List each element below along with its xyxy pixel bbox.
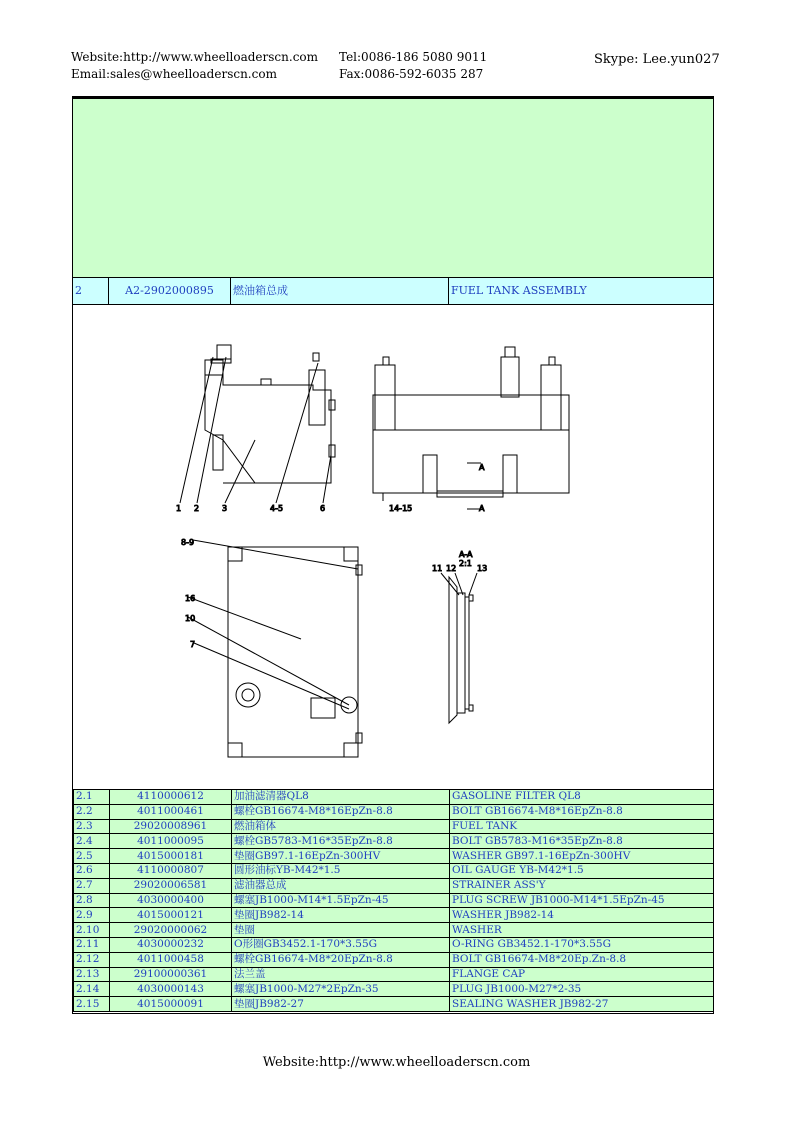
part-index: 2.4 [74, 834, 110, 849]
fuel-tank-drawing [73, 305, 713, 789]
part-name-cn: 滤油器总成 [232, 878, 450, 893]
side-view [180, 345, 335, 503]
part-number: 4030000400 [110, 893, 232, 908]
table-row [74, 952, 714, 967]
table-row [74, 908, 714, 923]
part-name-en: BOLT GB16674-M8*20Ep.Zn-8.8 [450, 952, 714, 967]
part-index: 2.13 [74, 967, 110, 982]
callout-11: 11 [432, 564, 443, 573]
part-name-cn: 法兰盖 [232, 967, 450, 982]
footer-website: Website:http://www.wheelloaderscn.com [262, 1055, 531, 1070]
part-name-cn: 垫圈JB982-14 [232, 908, 450, 923]
table-row [74, 819, 714, 834]
callout-1: 1 [176, 504, 182, 513]
part-name-cn: 螺塞JB1000-M14*1.5EpZn-45 [232, 893, 450, 908]
part-name-en: PLUG SCREW JB1000-M14*1.5EpZn-45 [450, 893, 714, 908]
part-number: 4011000461 [110, 804, 232, 819]
part-number: 29100000361 [110, 967, 232, 982]
header-email: Email:sales@wheelloaderscn.com [71, 67, 277, 81]
table-row [74, 834, 714, 849]
part-number: 4015000091 [110, 997, 232, 1012]
callout-2: 2 [194, 504, 200, 513]
part-index: 2.15 [74, 997, 110, 1012]
part-index: 2.6 [74, 863, 110, 878]
callout-13: 13 [477, 564, 488, 573]
callout-12: 12 [446, 564, 457, 573]
part-number: 4015000121 [110, 908, 232, 923]
table-row [74, 923, 714, 938]
part-name-en: PLUG JB1000-M27*2-35 [450, 982, 714, 997]
table-row [74, 937, 714, 952]
section-mark-a-top: A [479, 463, 485, 472]
part-index: 2.1 [74, 790, 110, 805]
parts-table [73, 789, 714, 1012]
table-row [74, 849, 714, 864]
part-name-cn: 垫圈JB982-27 [232, 997, 450, 1012]
part-number: 29020008961 [110, 819, 232, 834]
part-index: 2.7 [74, 878, 110, 893]
part-name-cn: 螺塞JB1000-M27*2EpZn-35 [232, 982, 450, 997]
part-name-cn: 燃油箱体 [232, 819, 450, 834]
callout-4-5: 4-5 [270, 504, 284, 513]
part-name-cn: 圆形油标YB-M42*1.5 [232, 863, 450, 878]
part-name-cn: 垫圈 [232, 923, 450, 938]
part-name-en: BOLT GB5783-M16*35EpZn-8.8 [450, 834, 714, 849]
section-a-a [441, 573, 477, 723]
part-name-cn: 螺栓GB16674-M8*16EpZn-8.8 [232, 804, 450, 819]
part-number: 4030000143 [110, 982, 232, 997]
part-number: 4030000232 [110, 937, 232, 952]
part-name-cn: 加油滤清器QL8 [232, 790, 450, 805]
table-row [74, 863, 714, 878]
part-number: 4011000095 [110, 834, 232, 849]
part-name-cn: 螺栓GB16674-M8*20EpZn-8.8 [232, 952, 450, 967]
table-row [74, 790, 714, 805]
table-row [74, 878, 714, 893]
part-index: 2.9 [74, 908, 110, 923]
part-name-cn: 垫圈GB97.1-16EpZn-300HV [232, 849, 450, 864]
part-index: 2.10 [74, 923, 110, 938]
top-view [188, 540, 362, 757]
part-number: 4110000807 [110, 863, 232, 878]
part-name-cn: 螺栓GB5783-M16*35EpZn-8.8 [232, 834, 450, 849]
part-index: 2.14 [74, 982, 110, 997]
part-number: 4015000181 [110, 849, 232, 864]
part-index: 2.11 [74, 937, 110, 952]
table-row [74, 997, 714, 1012]
table-row [74, 967, 714, 982]
header-website: Website:http://www.wheelloaderscn.com [71, 50, 319, 64]
part-index: 2.8 [74, 893, 110, 908]
part-name-en: OIL GAUGE YB-M42*1.5 [450, 863, 714, 878]
part-name-en: BOLT GB16674-M8*16EpZn-8.8 [450, 804, 714, 819]
part-name-en: SEALING WASHER JB982-27 [450, 997, 714, 1012]
part-name-en: WASHER [450, 923, 714, 938]
part-name-en: WASHER GB97.1-16EpZn-300HV [450, 849, 714, 864]
part-number: 4110000612 [110, 790, 232, 805]
part-number: 4011000458 [110, 952, 232, 967]
part-number: 29020000062 [110, 923, 232, 938]
part-index: 2.5 [74, 849, 110, 864]
callout-6: 6 [320, 504, 326, 513]
photo-placeholder [73, 97, 713, 277]
part-name-en: WASHER JB982-14 [450, 908, 714, 923]
part-name-en: O-RING GB3452.1-170*3.55G [450, 937, 714, 952]
section-mark-a-bottom: A [479, 504, 485, 513]
callout-14-15: 14-15 [389, 504, 413, 513]
table-row [74, 982, 714, 997]
part-index: 2.2 [74, 804, 110, 819]
table-row [74, 893, 714, 908]
part-name-en: GASOLINE FILTER QL8 [450, 790, 714, 805]
callout-7: 7 [190, 640, 196, 649]
table-row [74, 804, 714, 819]
part-index: 2.3 [74, 819, 110, 834]
assembly-part-no: A2-2902000895 [109, 278, 231, 304]
part-name-en: FUEL TANK [450, 819, 714, 834]
part-number: 29020006581 [110, 878, 232, 893]
callout-8-9: 8-9 [181, 538, 195, 547]
header-tel: Tel:0086-186 5080 9011 [339, 50, 488, 64]
callout-16: 16 [185, 594, 196, 603]
part-name-cn: O形圈GB3452.1-170*3.55G [232, 937, 450, 952]
catalog-frame [72, 96, 714, 1014]
front-view [373, 347, 569, 509]
part-index: 2.12 [74, 952, 110, 967]
section-scale: 2:1 [459, 559, 472, 568]
assembly-name-en: FUEL TANK ASSEMBLY [451, 284, 587, 297]
assembly-name-cn: 燃油箱总成 [231, 278, 449, 304]
callout-10: 10 [185, 614, 196, 623]
part-name-en: STRAINER ASS'Y [450, 878, 714, 893]
callout-3: 3 [222, 504, 228, 513]
header-skype: Skype: Lee.yun027 [594, 52, 720, 67]
assembly-index: 2 [73, 278, 109, 304]
section-label-a-a: A-A [459, 550, 473, 559]
header-fax: Fax:0086-592-6035 287 [339, 67, 484, 81]
assembly-row [73, 277, 713, 305]
part-name-en: FLANGE CAP [450, 967, 714, 982]
